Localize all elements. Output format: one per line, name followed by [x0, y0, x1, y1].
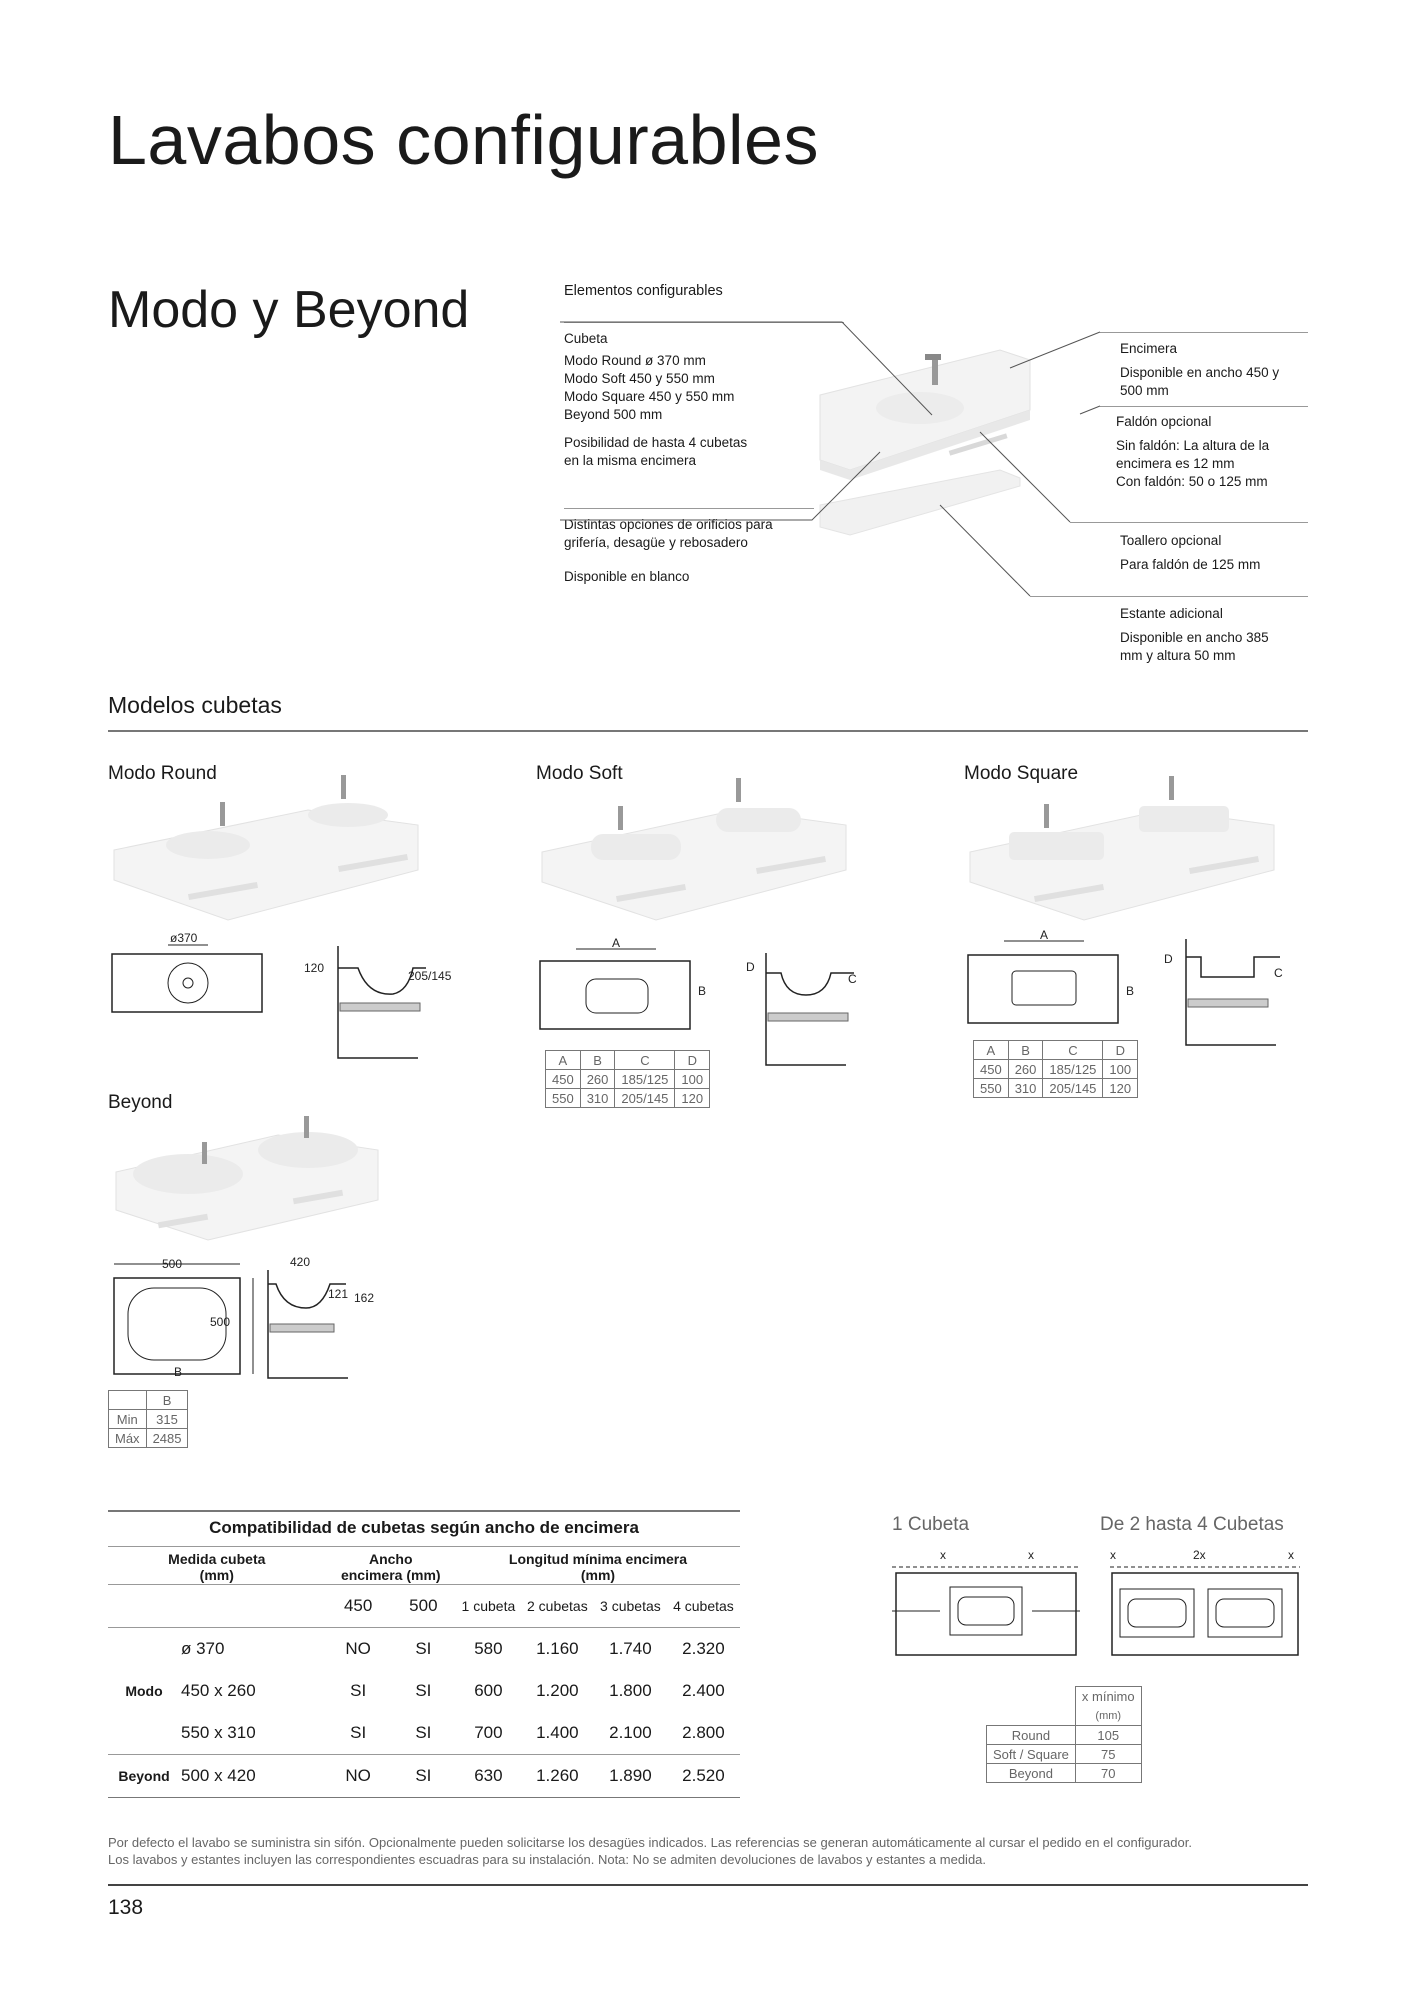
table-cell: 1.160	[536, 1639, 579, 1658]
table-row	[109, 1429, 188, 1448]
table-cell: 3 cubetas	[600, 1598, 661, 1614]
header-text: Longitud mínima encimera	[508, 1551, 688, 1567]
basin	[876, 392, 964, 424]
header-text: x mínimo	[1081, 1688, 1135, 1704]
table-row	[546, 1070, 710, 1089]
header-text: Medida cubeta	[168, 1551, 266, 1567]
note-line: Por defecto el lavabo se suministra sin sifón. Opcionalmente pueden solicitarse los desagües indicados. Las referencias se generan automáticamente al cursar el pedido en el configurador.	[108, 1835, 1192, 1850]
faucet	[341, 775, 346, 799]
table-cell	[108, 1585, 326, 1628]
group-cell	[108, 1712, 180, 1755]
shelf-section	[1188, 999, 1268, 1007]
table-header-cell: A	[546, 1051, 581, 1070]
toallero-block	[1120, 532, 1260, 574]
encimera-label: Encimera	[1120, 341, 1178, 356]
encimera-line: 500 mm	[1120, 383, 1169, 398]
basin-plan	[168, 963, 208, 1003]
table-row	[987, 1687, 1142, 1726]
table-header-cell: A	[974, 1041, 1009, 1060]
basin-plan	[586, 979, 648, 1013]
table-header-cell: B	[1008, 1041, 1043, 1060]
basin-outline	[1120, 1589, 1194, 1637]
note-line: Los lavabos y estantes incluyen las correspondientes escuadras para su instalación. Nota: No se admiten devoluciones de lavabos y estantes a medida.	[108, 1852, 987, 1867]
table-cell: 260	[1008, 1060, 1043, 1079]
shelf-section	[768, 1013, 848, 1021]
section-profile	[766, 973, 854, 995]
table-subheader-row	[108, 1585, 740, 1628]
table-row	[108, 1628, 740, 1671]
table-cell: 185/125	[615, 1070, 675, 1089]
table-row	[974, 1041, 1138, 1060]
table-header-cell	[456, 1550, 740, 1585]
table-cell: 120	[1103, 1079, 1138, 1098]
basin-inner	[1128, 1599, 1186, 1627]
plan-outline	[968, 955, 1118, 1023]
compat-divider	[108, 1510, 740, 1512]
table-cell: Round	[987, 1726, 1076, 1745]
dim-label: B	[698, 984, 707, 998]
table-cell: 2.320	[682, 1639, 725, 1658]
leader-line	[940, 505, 1030, 596]
header-text: (mm)	[580, 1567, 616, 1583]
table-cell: 450	[343, 1596, 373, 1615]
encimera-block	[1120, 340, 1279, 400]
table-cell: 100	[675, 1070, 710, 1089]
dim-label: A	[612, 936, 621, 950]
section-wall	[766, 953, 846, 1065]
table-cell: Máx	[109, 1429, 147, 1448]
beyond-illustration	[108, 1110, 388, 1240]
model-title-modo-soft: Modo Soft	[536, 763, 623, 784]
table-cell: SI	[350, 1723, 367, 1742]
table-cell: NO	[345, 1639, 371, 1658]
models-divider	[108, 730, 1308, 732]
modo-round-drawing	[108, 928, 452, 1068]
table-header-row	[108, 1550, 740, 1585]
estante-block	[1120, 605, 1269, 665]
shelf-section	[340, 1003, 420, 1011]
faucet	[1044, 804, 1049, 828]
faucet	[202, 1142, 207, 1164]
configurable-heading: Elementos configurables	[564, 283, 723, 299]
table-cell: 75	[1075, 1745, 1141, 1764]
table-cell: 550	[974, 1079, 1009, 1098]
one-cubeta-title: 1 Cubeta	[892, 1514, 970, 1535]
table-cell: 2485	[146, 1429, 188, 1448]
table-header-cell: D	[1103, 1041, 1138, 1060]
dim-label: 500	[210, 1315, 231, 1329]
table-cell: 500	[409, 1596, 438, 1615]
table-cell: NO	[345, 1766, 371, 1785]
table-cell: 1.400	[536, 1723, 579, 1742]
table-header-cell	[326, 1550, 456, 1585]
orificios-line: grifería, desagüe y rebosadero	[564, 535, 748, 550]
modo-soft-table	[545, 1050, 710, 1108]
multi-cubeta-title: De 2 hasta 4 Cubetas	[1100, 1514, 1284, 1535]
counter-outline	[896, 1573, 1076, 1655]
dim-label: B	[174, 1365, 183, 1379]
dim-label: 420	[290, 1255, 311, 1269]
dim-label: C	[1274, 966, 1283, 980]
basin-inner	[1216, 1599, 1274, 1627]
faucet	[618, 806, 623, 830]
table-row	[987, 1726, 1142, 1745]
table-cell: 105	[1075, 1726, 1141, 1745]
table-header-cell: C	[1043, 1041, 1103, 1060]
table-cell: 2.800	[682, 1723, 725, 1742]
table-cell: 580	[474, 1639, 503, 1658]
faucet	[932, 357, 938, 385]
cubeta-label: Cubeta	[564, 331, 608, 346]
table-cell: SI	[415, 1723, 432, 1742]
table-cell: SI	[415, 1639, 432, 1658]
table-cell: 2 cubetas	[527, 1598, 588, 1614]
toallero-label: Toallero opcional	[1120, 533, 1222, 548]
table-row	[109, 1410, 188, 1429]
page-number: 138	[108, 1896, 144, 1919]
dim-label: x	[1028, 1548, 1034, 1562]
footer-divider	[108, 1884, 1308, 1886]
table-row	[987, 1745, 1142, 1764]
color-line: Disponible en blanco	[564, 569, 690, 584]
table-cell: 315	[146, 1410, 188, 1429]
faucet-head	[925, 354, 941, 360]
table-row	[108, 1755, 740, 1798]
dim-label: x	[1288, 1548, 1294, 1562]
dim-label: 2x	[1193, 1548, 1206, 1562]
basin	[308, 803, 388, 827]
table-cell: 205/145	[1043, 1079, 1103, 1098]
table-row	[108, 1712, 740, 1755]
estante-label: Estante adicional	[1120, 606, 1223, 621]
cubeta-line: Beyond 500 mm	[564, 407, 663, 422]
model-title-modo-round: Modo Round	[108, 763, 217, 784]
table-header-cell: D	[675, 1051, 710, 1070]
dim-label: x	[940, 1548, 946, 1562]
leader-line	[1080, 406, 1100, 414]
faldon-label: Faldón opcional	[1116, 414, 1212, 429]
modo-square-table	[973, 1040, 1138, 1098]
table-cell: 450	[974, 1060, 1009, 1079]
table-cell: 500 x 420	[181, 1766, 256, 1785]
section-profile	[1186, 957, 1280, 977]
dim-label: 121	[328, 1287, 349, 1301]
basin	[1139, 806, 1229, 832]
table-cell: 310	[580, 1089, 615, 1108]
table-row	[108, 1670, 740, 1712]
table-row	[987, 1764, 1142, 1783]
cubeta-line: en la misma encimera	[564, 453, 697, 468]
table-cell: 630	[474, 1766, 503, 1785]
table-cell: 205/145	[615, 1089, 675, 1108]
table-header-cell: B	[146, 1391, 188, 1410]
table-cell: SI	[415, 1681, 432, 1700]
table-cell: 185/125	[1043, 1060, 1103, 1079]
table-cell: 4 cubetas	[673, 1598, 734, 1614]
table-cell: 310	[1008, 1079, 1043, 1098]
table-row	[974, 1079, 1138, 1098]
group-cell: Beyond	[118, 1768, 170, 1784]
basin-plan	[1012, 971, 1076, 1005]
basin	[716, 808, 801, 832]
beyond-table	[108, 1390, 188, 1448]
basin	[166, 831, 250, 859]
table-cell: 700	[474, 1723, 503, 1742]
basin-inner	[958, 1597, 1014, 1625]
cubeta-line: Modo Round ø 370 mm	[564, 353, 706, 368]
table-cell: 1.740	[609, 1639, 652, 1658]
table-header-cell	[1075, 1687, 1141, 1726]
dim-label: A	[1040, 928, 1049, 942]
table-cell: 600	[474, 1681, 503, 1700]
table-cell: Beyond	[987, 1764, 1076, 1783]
basin	[591, 834, 681, 860]
table-row	[546, 1089, 710, 1108]
faucet	[220, 802, 225, 826]
table-cell: 260	[580, 1070, 615, 1089]
table-cell: 120	[675, 1089, 710, 1108]
model-title-beyond: Beyond	[108, 1092, 173, 1113]
cubeta-line: Modo Square 450 y 550 mm	[564, 389, 735, 404]
section-wall	[338, 946, 418, 1058]
toallero-line: Para faldón de 125 mm	[1120, 557, 1261, 572]
basin-outline	[1208, 1589, 1282, 1637]
section-title: Modo y Beyond	[108, 281, 470, 339]
compat-table	[108, 1550, 740, 1798]
table-cell: 1.800	[609, 1681, 652, 1700]
table-header-cell	[109, 1391, 147, 1410]
leader-line	[1010, 332, 1100, 368]
table-cell: 1.200	[536, 1681, 579, 1700]
group-cell	[108, 1628, 180, 1671]
basin-outline	[950, 1587, 1022, 1635]
beyond-drawing	[108, 1252, 408, 1382]
table-cell: 2.400	[682, 1681, 725, 1700]
table-row	[546, 1051, 710, 1070]
group-cell: Modo	[125, 1683, 163, 1699]
compat-title: Compatibilidad de cubetas según ancho de encimera	[209, 1518, 639, 1537]
faldon-line: Con faldón: 50 o 125 mm	[1116, 474, 1268, 489]
table-cell: 2.520	[682, 1766, 725, 1785]
faucet	[304, 1116, 309, 1138]
dim-label: 162	[354, 1291, 375, 1305]
page-title: Lavabos configurables	[108, 101, 819, 179]
orificios-line: Distintas opciones de orificios para	[564, 517, 773, 532]
header-text: (mm)	[199, 1567, 234, 1583]
configurable-illustration	[560, 320, 1140, 610]
models-heading: Modelos cubetas	[108, 692, 282, 718]
model-title-modo-square: Modo Square	[964, 763, 1079, 784]
header-text: encimera (mm)	[340, 1567, 441, 1583]
dim-label: D	[1164, 952, 1173, 966]
counter-outline	[1112, 1573, 1298, 1655]
faucet	[736, 778, 741, 802]
dim-label: B	[1126, 984, 1135, 998]
table-cell: Soft / Square	[987, 1745, 1076, 1764]
table-cell: 450	[546, 1070, 581, 1089]
table-cell	[987, 1687, 1076, 1726]
dim-label: D	[746, 960, 755, 974]
footer-note	[108, 1834, 1318, 1868]
x-minimo-table	[986, 1686, 1142, 1783]
header-text: Ancho	[368, 1551, 413, 1567]
plan-outline	[540, 961, 690, 1029]
table-cell: 550	[546, 1089, 581, 1108]
table-cell: 1.260	[536, 1766, 579, 1785]
table-cell: SI	[350, 1681, 367, 1700]
table-row	[974, 1060, 1138, 1079]
dim-label: 205/145	[408, 969, 452, 983]
dim-label: x	[1110, 1548, 1116, 1562]
table-cell: 70	[1075, 1764, 1141, 1783]
table-cell: 2.100	[609, 1723, 652, 1742]
dim-label: 500	[162, 1257, 183, 1271]
table-header-cell: C	[615, 1051, 675, 1070]
dim-label: ø370	[170, 931, 198, 945]
table-cell: SI	[415, 1766, 432, 1785]
shelf-section	[270, 1324, 334, 1332]
basin	[133, 1154, 243, 1194]
table-cell: Min	[109, 1410, 147, 1429]
table-cell: ø 370	[181, 1639, 225, 1658]
faldon-line: Sin faldón: La altura de la	[1116, 438, 1270, 453]
table-cell: 550 x 310	[181, 1723, 256, 1742]
dim-label: 120	[304, 961, 325, 975]
table-cell: 100	[1103, 1060, 1138, 1079]
modo-square-illustration	[964, 770, 1284, 930]
section-wall	[1186, 939, 1276, 1045]
compat-divider	[108, 1546, 740, 1547]
dim-label: C	[848, 972, 857, 986]
table-header-cell	[108, 1550, 326, 1585]
basin	[1009, 832, 1104, 860]
table-header-cell: B	[580, 1051, 615, 1070]
modo-soft-illustration	[536, 770, 856, 930]
header-text: (mm)	[1095, 1709, 1122, 1722]
table-cell: 1.890	[609, 1766, 652, 1785]
estante-line: mm y altura 50 mm	[1120, 648, 1236, 663]
cubetas-diagram	[890, 1545, 1310, 1665]
faldon-line: encimera es 12 mm	[1116, 456, 1235, 471]
table-row	[109, 1391, 188, 1410]
drain	[183, 978, 193, 988]
faucet	[1169, 776, 1174, 800]
cubeta-line: Modo Soft 450 y 550 mm	[564, 371, 715, 386]
table-cell: 450 x 260	[181, 1681, 256, 1700]
table-cell: 1 cubeta	[461, 1598, 516, 1614]
cubeta-line: Posibilidad de hasta 4 cubetas	[564, 435, 748, 450]
estante-line: Disponible en ancho 385	[1120, 630, 1269, 645]
encimera-line: Disponible en ancho 450 y	[1120, 365, 1280, 380]
